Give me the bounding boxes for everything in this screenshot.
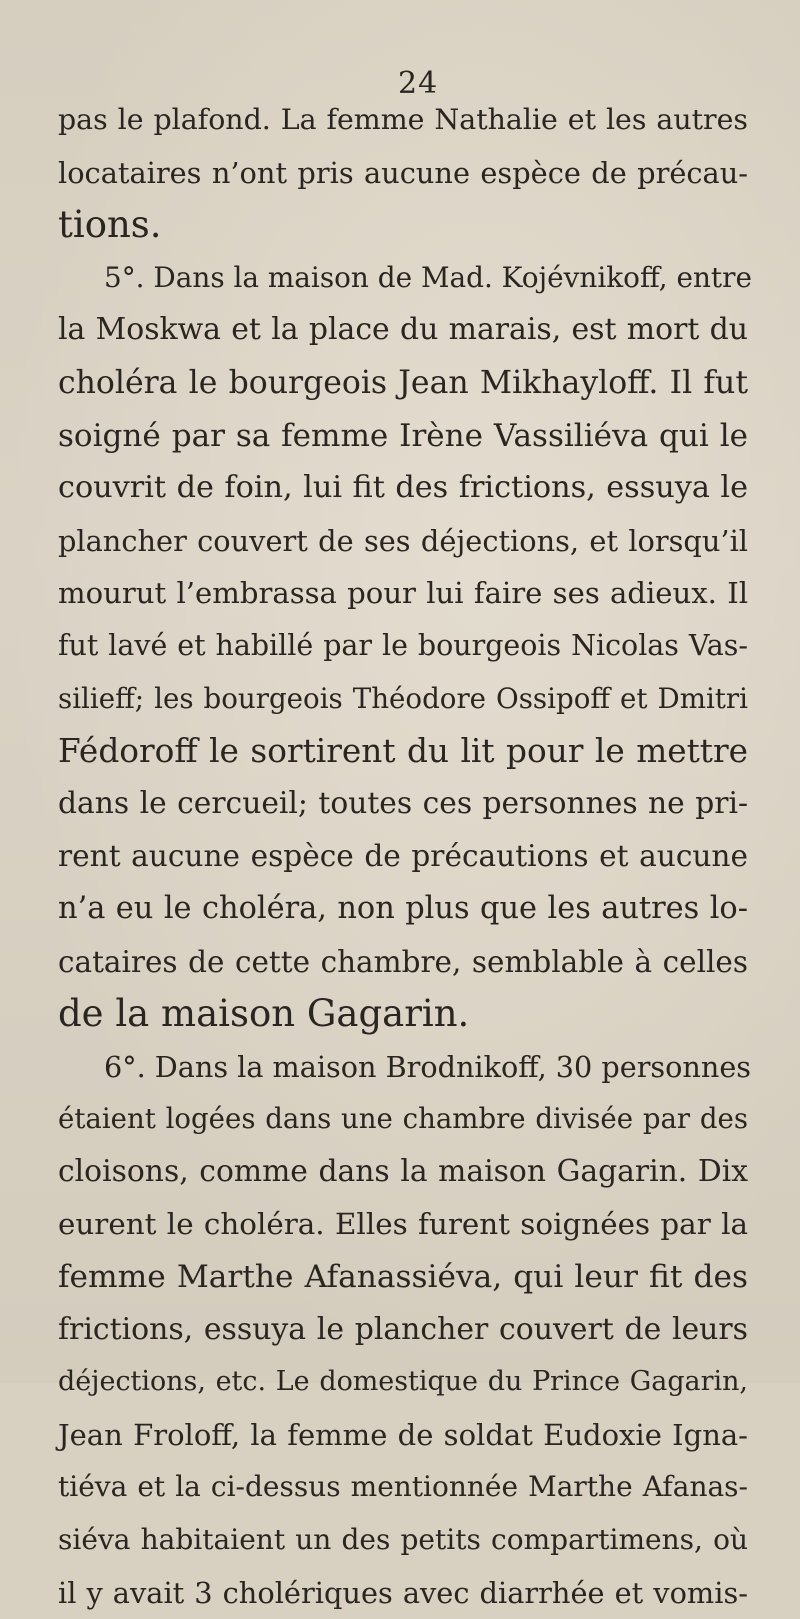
- text-line: silieff; les bourgeois Théodore Ossipoff et Dmitri: [58, 681, 748, 715]
- text-line: de la maison Gagarin.: [58, 992, 470, 1036]
- page-number: 24: [398, 66, 439, 101]
- text-line: choléra le bourgeois Jean Mikhayloff. Il fut: [58, 364, 748, 401]
- text-line: 6°. Dans la maison Brodnikoff, 30 personnes: [104, 1049, 752, 1084]
- text-line: fut lavé et habillé par le bourgeois Nicolas Vas-: [58, 628, 748, 662]
- text-line: femme Marthe Afanassiéva, qui leur fit des: [58, 1259, 748, 1296]
- text-line: locataires n’ont pris aucune espèce de précau-: [58, 155, 748, 190]
- text-line: eurent le choléra. Elles furent soignées par la: [58, 1207, 748, 1242]
- text-line: soigné par sa femme Irène Vassiliéva qui le: [58, 417, 748, 454]
- text-line: tiéva et la ci-dessus mentionnée Marthe Afanas-: [58, 1470, 748, 1504]
- text-line: siéva habitaient un des petits compartimens, où: [58, 1523, 748, 1557]
- text-line: dans le cercueil; toutes ces personnes ne pri-: [58, 785, 748, 821]
- text-line: la Moskwa et la place du marais, est mort du: [58, 312, 748, 348]
- text-line: frictions, essuya le plancher couvert de leurs: [58, 1311, 748, 1347]
- text-line: n’a eu le choléra, non plus que les autres lo-: [58, 890, 748, 926]
- text-line: mourut l’embrassa pour lui faire ses adieux. Il: [58, 576, 748, 611]
- text-line: Fédoroff le sortirent du lit pour le mettre: [58, 732, 748, 771]
- text-line: 5°. Dans la maison de Mad. Kojévnikoff, entre: [104, 260, 752, 294]
- text-line: couvrit de foin, lui fit des frictions, essuya le: [58, 470, 748, 506]
- text-line: pas le plafond. La femme Nathalie et les autres: [58, 103, 748, 136]
- text-line: cataires de cette chambre, semblable à celles: [58, 944, 748, 979]
- text-line: cloisons, comme dans la maison Gagarin. Dix: [58, 1153, 748, 1189]
- text-line: déjections, etc. Le domestique du Prince Gagarin,: [58, 1366, 748, 1398]
- text-line: rent aucune espèce de précautions et aucune: [58, 839, 748, 874]
- text-line: étaient logées dans une chambre divisée par des: [58, 1102, 748, 1136]
- body-text: [58, 94, 752, 1619]
- text-line: il y avait 3 cholériques avec diarrhée et vomis-: [58, 1575, 748, 1610]
- text-line: tions.: [58, 203, 162, 247]
- text-line: Jean Froloff, la femme de soldat Eudoxie Igna-: [58, 1417, 748, 1452]
- text-line: plancher couvert de ses déjections, et lorsqu’il: [58, 523, 748, 558]
